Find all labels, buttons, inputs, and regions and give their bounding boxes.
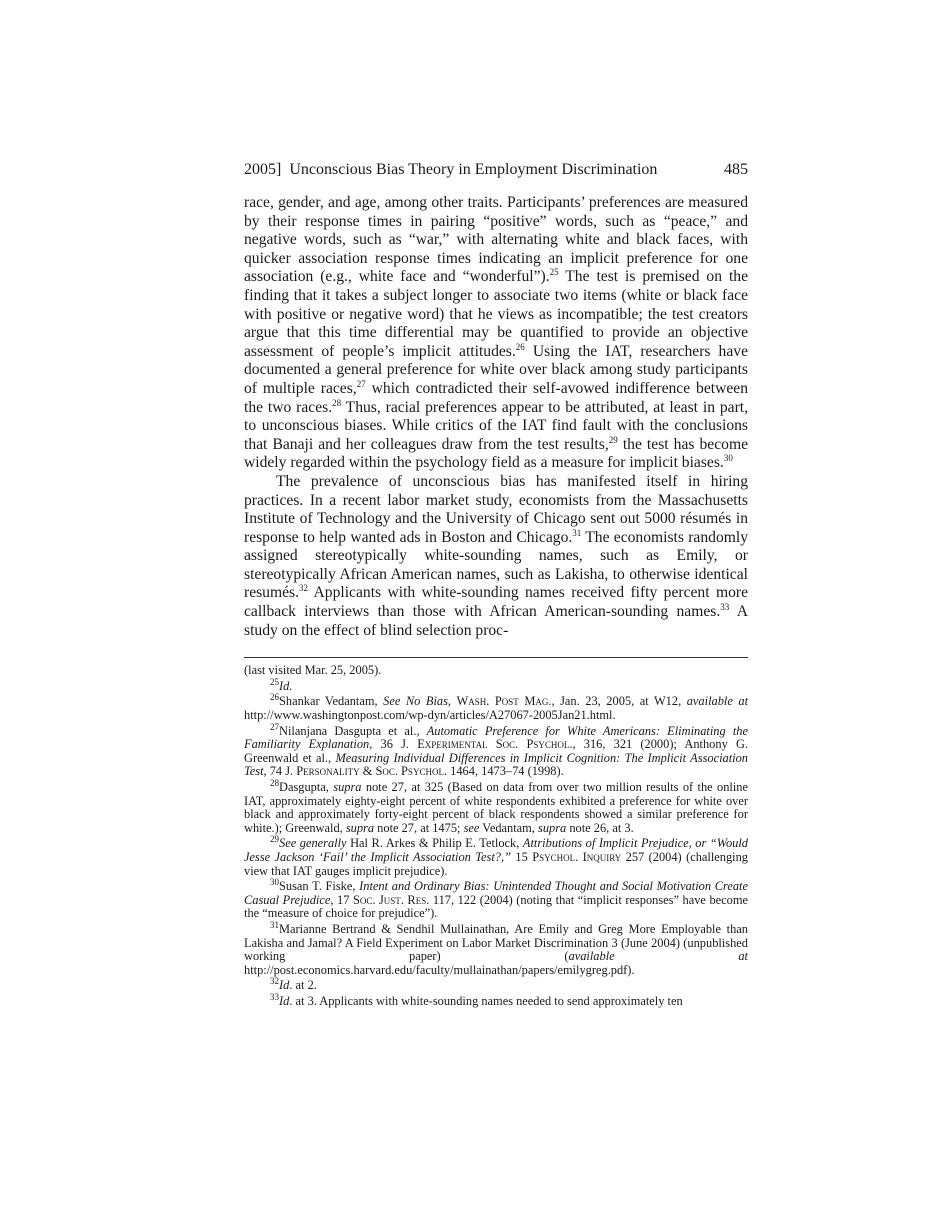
footnote-number: 31 xyxy=(270,919,279,930)
footnote-32 xyxy=(244,976,748,993)
footnote-ref: 29 xyxy=(608,434,618,445)
text-run: supra xyxy=(538,820,567,835)
footnote-33 xyxy=(244,991,748,1009)
text-run: Id xyxy=(279,993,290,1008)
text-run: Automatic Preference for White Americans: Eliminating the Familiarity Explanation xyxy=(244,723,748,752)
text-run: race, gender, and age, among other traits. Participants’ preferences are measured by their response times in pairing “positive” words, such as “peace,” and negative words, such as “war,” with alternating white and black faces, with quicker association response times indicating an implicit preference for one association (e.g., white face and “wonderful”). xyxy=(244,194,748,286)
text-run: Id xyxy=(279,978,290,993)
text-run: Id. xyxy=(279,678,293,693)
text-run: The economists randomly assigned stereotypically white-sounding names, such as Emily, or stereotypically African American names, such as Lakisha, to otherwise identical resumés. xyxy=(244,528,748,602)
footnote-number: 29 xyxy=(270,834,279,845)
page-number: 485 xyxy=(724,161,748,178)
text-run: Wash. Post Mag. xyxy=(456,694,552,709)
text-run: note 26, at 3. xyxy=(566,820,634,835)
text-run: Thus, racial preferences appear to be attributed, at least in part, to unconscious biases. While critics of the IAT find fault with the conclusions that Banaji and her colleagues draw from the test results, xyxy=(244,398,748,453)
footnote-ref: 30 xyxy=(723,453,733,464)
text-run: A study on the effect of blind selection proc- xyxy=(244,603,748,639)
footnote-continuation: (last visited Mar. 25, 2005). xyxy=(244,663,382,678)
paragraph-1 xyxy=(244,194,748,473)
header-year: 2005] xyxy=(244,161,282,178)
text-run: Dasgupta, xyxy=(279,780,334,794)
text-run: Using the IAT, researchers have documented a general preference for white over black among study participants of multiple races, xyxy=(244,342,748,397)
text-run: available at xyxy=(686,694,749,709)
footnote-ref: 32 xyxy=(299,583,308,594)
footnote-ref: 31 xyxy=(572,527,582,538)
text-run: note 27, at 1475; xyxy=(374,820,464,835)
text-run: Intent and Ordinary Bias: Unintended Thought and Social Motivation Create Casual Prejudice xyxy=(244,879,748,907)
text-run: , 74 xyxy=(263,764,286,779)
footnote-number: 28 xyxy=(270,777,279,788)
text-run: . at 2. xyxy=(289,978,317,993)
text-run: note 27, at 325 (Based on data from over two million results of the online IAT, approximately eighty-eight percent of white respondents exhibited a preference for white over black and approximately forty-eight percent of black respondents showed a similar preference for white.); Greenwald, xyxy=(244,780,748,835)
text-run: supra xyxy=(345,820,375,835)
text-run: Shankar Vedantam, xyxy=(279,694,384,709)
footnote-27 xyxy=(244,721,749,779)
text-run: Marianne Bertrand & Sendhil Mullainathan, Are Emily and Greg More Employable than Lakisha and Jamal? A Field Experiment on Labor Market Discrimination 3 (June 2004) (unpublished working paper) ( xyxy=(244,921,748,964)
footnote-number: 25 xyxy=(270,676,279,687)
text-run: supra xyxy=(333,780,362,794)
text-run: 257 (2004) (challenging view that IAT gauges implicit prejudice). xyxy=(244,849,749,878)
text-run: available at xyxy=(568,949,749,964)
footnote-ref: 26 xyxy=(515,341,525,352)
footnote-ref: 33 xyxy=(720,601,730,612)
text-run: , 36 xyxy=(369,737,402,752)
text-run: , 316, 321 (2000); Anthony G. Greenwald et al., xyxy=(244,737,749,765)
text-run: http://www.washingtonpost.com/wp-dyn/articles/A27067-2005Jan21.html. xyxy=(244,708,616,723)
footnote-number: 30 xyxy=(270,877,279,888)
text-run: The test is premised on the finding that it takes a subject longer to associate two items (white or black face with positive or negative word) that he views as incompatible; the test creators argue that this time differential may be quantified to provide an objective assessment of people’s implicit attitudes. xyxy=(244,268,748,360)
footnote-31 xyxy=(244,919,749,977)
paragraph-2 xyxy=(244,473,748,640)
footnote-ref: 28 xyxy=(332,397,342,408)
text-run: 1464, 1473–74 (1998). xyxy=(447,764,564,779)
text-run: Applicants with white-sounding names received fifty percent more callback interviews than those with African American-sounding names. xyxy=(244,584,748,621)
page xyxy=(244,160,748,1009)
footnote-number: 33 xyxy=(270,991,279,1002)
text-run: the test has become widely regarded within the psychology field as a measure for implicit biases. xyxy=(244,435,749,472)
footnote-25 xyxy=(244,676,748,694)
text-run: see xyxy=(463,820,480,835)
running-header xyxy=(244,160,748,180)
footnote-30 xyxy=(244,877,748,921)
footnote-divider xyxy=(244,657,748,658)
text-run: Vedantam, xyxy=(479,820,539,835)
text-run: , Jan. 23, 2005, at W12, xyxy=(551,694,687,709)
text-run: , 17 xyxy=(330,892,353,907)
text-run: http://post.economics.harvard.edu/faculty/mullainathan/papers/emilygreg.pdf). xyxy=(244,962,635,977)
footnote-28 xyxy=(244,777,748,835)
text-run: J. Personality & Soc. Psychol. xyxy=(285,764,448,779)
body-text xyxy=(244,194,748,640)
text-run: Hal R. Arkes & Philip E. Tetlock, xyxy=(346,836,523,851)
text-run: , xyxy=(447,694,457,709)
text-run: See No Bias xyxy=(383,694,448,709)
text-run: 15 xyxy=(511,849,533,864)
text-run: The prevalence of unconscious bias has manifested itself in hiring practices. In a recent labor market study, economists from the Massachusetts Institute of Technology and the University of Chicago sent out 5000 résumés in response to help wanted ads in Boston and Chicago. xyxy=(244,472,748,546)
text-run: See generally xyxy=(279,836,347,851)
text-run: which contradicted their self-avowed indifference between the two races. xyxy=(244,379,748,416)
footnote-ref: 27 xyxy=(356,378,366,389)
footnote-26 xyxy=(244,692,749,723)
footnotes xyxy=(244,664,748,1008)
header-title: Unconscious Bias Theory in Employment Discrimination xyxy=(289,161,658,178)
text-run: Soc. Just. Res. xyxy=(352,892,430,907)
text-run: Nilanjana Dasgupta et al., xyxy=(279,723,427,738)
text-run: Measuring Individual Differences in Implicit Cognition: The Implicit Association Test xyxy=(244,750,748,779)
footnote-29 xyxy=(244,834,749,878)
footnote-ref: 25 xyxy=(549,267,559,278)
text-run: Attributions of Implicit Prejudice, or “Would Jesse Jackson ‘Fail’ the Implicit Association Test?,” xyxy=(244,836,748,864)
text-run: J. Experimental Soc. Psychol. xyxy=(401,737,573,752)
footnote-number: 27 xyxy=(270,721,279,732)
text-run: . at 3. Applicants with white-sounding names needed to send approximately ten xyxy=(289,993,683,1008)
footnote-number: 32 xyxy=(270,976,279,987)
text-run: 117, 122 (2004) (noting that “implicit responses” have become the “measure of choice for prejudice”). xyxy=(244,892,748,921)
footnote-number: 26 xyxy=(270,692,279,703)
text-run: Susan T. Fiske, xyxy=(279,879,360,894)
text-run: Psychol. Inquiry xyxy=(532,849,622,864)
